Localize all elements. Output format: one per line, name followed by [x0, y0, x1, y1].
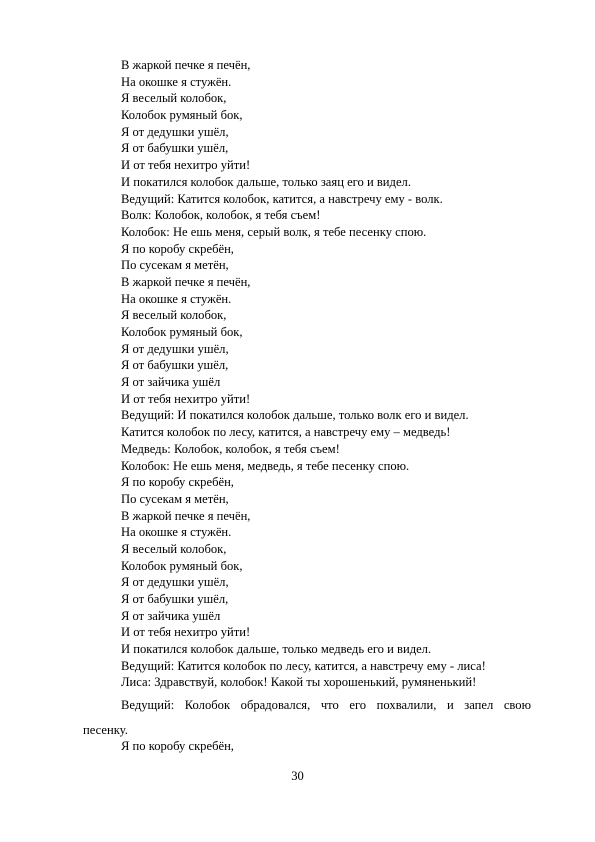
text-line-continuation: песенку.	[83, 723, 128, 737]
text-line: И покатился колобок дальше, только заяц его и видел.	[121, 174, 411, 189]
text-line: Волк: Колобок, колобок, я тебя съем!	[121, 208, 321, 223]
text-line: На окошке я стужён.	[121, 291, 232, 306]
text-line: И от тебя нехитро уйти!	[121, 625, 251, 640]
text-line: Колобок: Не ешь меня, серый волк, я тебе песенку спою.	[121, 224, 427, 239]
text-line: Я веселый колобок,	[121, 541, 227, 556]
text-line: Я по коробу скребён,	[121, 475, 234, 490]
text-line: Я от дедушки ушёл,	[121, 341, 229, 356]
text-line: Я от бабушки ушёл,	[121, 592, 229, 606]
text-line: Колобок румяный бок,	[121, 108, 243, 123]
text-line: Я от бабушки ушёл,	[121, 141, 229, 156]
text-line: Ведущий: Катится колобок по лесу, катится, а навстречу ему - лиса!	[121, 658, 486, 673]
text-line-final: Я по коробу скребён,	[121, 739, 234, 753]
text-line: Я от дедушки ушёл,	[121, 575, 229, 590]
text-line: На окошке я стужён.	[121, 525, 232, 540]
text-line: Я от дедушки ушёл,	[121, 124, 229, 139]
text-line: Я веселый колобок,	[121, 91, 227, 106]
text-line: И покатился колобок дальше, только медведь его и видел.	[121, 642, 432, 657]
text-line: Я от бабушки ушёл,	[121, 358, 229, 373]
text-line: Лиса: Здравствуй, колобок! Какой ты хорошенький, румяненький!	[121, 675, 477, 690]
text-line: По сусекам я метён,	[121, 258, 229, 273]
text-line: Я от зайчика ушёл	[121, 375, 221, 390]
text-line: На окошке я стужён.	[121, 74, 232, 89]
text-line: Ведущий: И покатился колобок дальше, только волк его и видел.	[121, 408, 469, 423]
text-line: В жаркой печке я печён,	[121, 274, 251, 289]
text-line: В жаркой печке я печён,	[121, 508, 251, 523]
text-body	[121, 57, 531, 691]
text-line: Я веселый колобок,	[121, 308, 227, 323]
text-line: Катится колобок по лесу, катится, а навстречу ему – медведь!	[121, 425, 451, 440]
text-line: По сусекам я метён,	[121, 491, 229, 506]
text-line: И от тебя нехитро уйти!	[121, 391, 251, 406]
text-line: И от тебя нехитро уйти!	[121, 158, 251, 173]
text-line: Ведущий: Катится колобок, катится, а навстречу ему - волк.	[121, 191, 443, 206]
text-line: Колобок румяный бок,	[121, 325, 243, 339]
text-line: В жаркой печке я печён,	[121, 58, 251, 72]
text-line: Колобок румяный бок,	[121, 558, 243, 573]
text-line: Я от зайчика ушёл	[121, 608, 221, 623]
page-number: 30	[291, 769, 304, 783]
text-line: Я по коробу скребён,	[121, 241, 234, 256]
text-line: Медведь: Колобок, колобок, я тебя съем!	[121, 441, 340, 456]
text-line: Колобок: Не ешь меня, медведь, я тебе песенку спою.	[121, 458, 410, 473]
text-line-justified: Ведущий: Колобок обрадовался, что его похвалили, и запел свою	[121, 698, 531, 712]
